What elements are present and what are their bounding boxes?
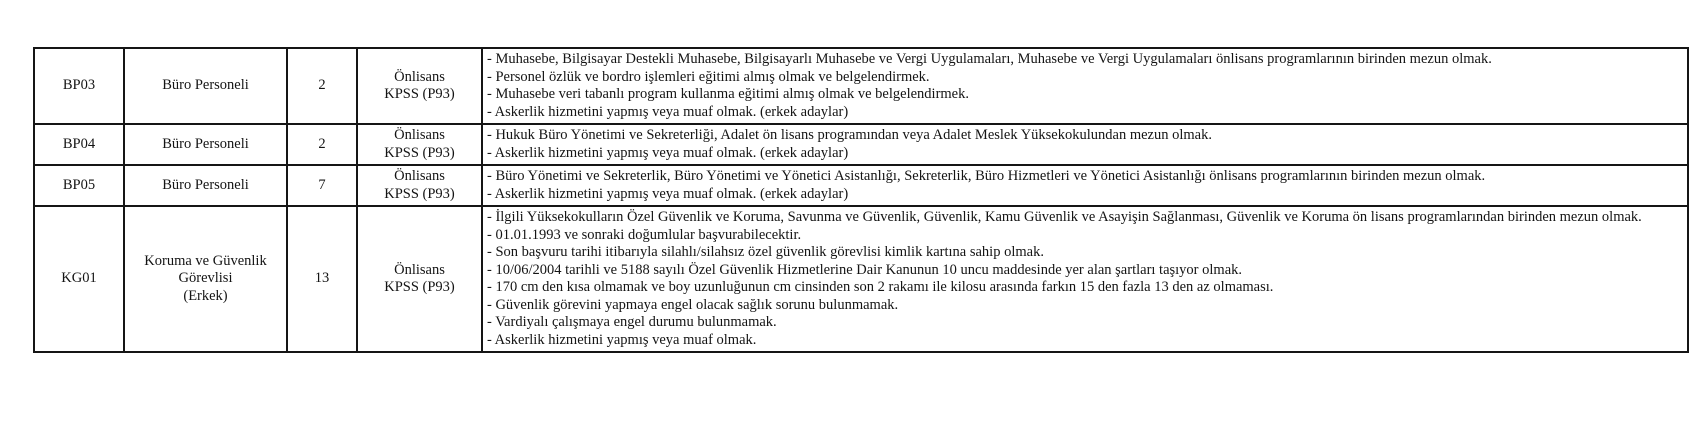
requirement-item: - Vardiyalı çalışmaya engel durumu bulunmamak.: [487, 314, 777, 330]
position-title-line: Büro Personeli: [162, 77, 249, 94]
position-count-cell: 13: [287, 206, 357, 352]
education-cell: [357, 48, 482, 124]
requirement-item: - İlgili Yüksekokulların Özel Güvenlik ve Koruma, Savunma ve Güvenlik, Güvenlik, Kamu Güvenlik ve Asayişin Sağlanması, Güvenlik ve Koruma ön lisans programlarından birinden mezun olmak.: [487, 209, 1642, 225]
job-positions-table: [33, 47, 1689, 353]
education-cell: [357, 165, 482, 206]
requirement-item: - Askerlik hizmetini yapmış veya muaf olmak. (erkek adaylar): [487, 185, 849, 202]
position-code-cell: BP03: [34, 48, 124, 124]
position-count-cell: 2: [287, 124, 357, 165]
requirements-cell: [482, 165, 1688, 206]
requirement-item: - Askerlik hizmetini yapmış veya muaf olmak. (erkek adaylar): [487, 144, 849, 161]
requirement-item: - 01.01.1993 ve sonraki doğumlular başvurabilecektir.: [487, 226, 802, 243]
requirement-item: - Muhasebe, Bilgisayar Destekli Muhasebe, Bilgisayarlı Muhasebe ve Vergi Uygulamaları, Muhasebe ve Vergi Uygulamaları önlisans programlarının birinden mezun olmak.: [487, 51, 1492, 67]
requirement-item: - Güvenlik görevini yapmaya engel olacak sağlık sorunu bulunmamak.: [487, 296, 899, 313]
education-exam: KPSS (P93): [384, 144, 455, 161]
position-title-cell: [124, 165, 287, 206]
education-level: Önlisans: [394, 68, 445, 85]
position-title-cell: [124, 48, 287, 124]
education-level: Önlisans: [394, 261, 445, 278]
position-code-cell: BP05: [34, 165, 124, 206]
position-title-cell: [124, 206, 287, 352]
education-level: Önlisans: [394, 127, 445, 143]
table-row: [34, 165, 1688, 206]
requirement-item: - Muhasebe veri tabanlı program kullanma eğitimi almış olmak ve belgelendirmek.: [487, 86, 969, 102]
position-count-cell: 2: [287, 48, 357, 124]
education-level: Önlisans: [394, 168, 445, 184]
position-title-line: Koruma ve Güvenlik: [144, 252, 267, 269]
requirement-item: - Hukuk Büro Yönetimi ve Sekreterliği, Adalet ön lisans programından veya Adalet Meslek Yüksekokulundan mezun olmak.: [487, 127, 1212, 143]
requirements-cell: [482, 48, 1688, 124]
position-title-line: Büro Personeli: [162, 176, 249, 193]
education-exam: KPSS (P93): [384, 86, 455, 102]
position-code-cell: BP04: [34, 124, 124, 165]
position-code-cell: KG01: [34, 206, 124, 352]
education-exam: KPSS (P93): [384, 185, 455, 202]
education-exam: KPSS (P93): [384, 279, 455, 295]
position-title-line: (Erkek): [183, 287, 228, 304]
position-title-cell: [124, 124, 287, 165]
education-cell: [357, 124, 482, 165]
requirement-item: - 170 cm den kısa olmamak ve boy uzunluğunun cm cinsinden son 2 rakamı ile kilosu arasında farkın 15 den fazla 13 den az olmaması.: [487, 279, 1274, 295]
requirement-item: - Personel özlük ve bordro işlemleri eğitimi almış olmak ve belgelendirmek.: [487, 68, 930, 85]
position-title-line: Büro Personeli: [162, 135, 249, 152]
table-row: [34, 124, 1688, 165]
requirement-item: - 10/06/2004 tarihli ve 5188 sayılı Özel Güvenlik Hizmetlerine Dair Kanunun 10 uncu maddesinde yer alan şartları taşıyor olmak.: [487, 261, 1243, 278]
requirement-item: - Son başvuru tarihi itibarıyla silahlı/silahsız özel güvenlik görevlisi kimlik kartına sahip olmak.: [487, 244, 1044, 260]
requirement-item: - Askerlik hizmetini yapmış veya muaf olmak.: [487, 331, 757, 348]
table-row: [34, 48, 1688, 124]
requirements-cell: [482, 124, 1688, 165]
position-count-cell: 7: [287, 165, 357, 206]
requirement-item: - Askerlik hizmetini yapmış veya muaf olmak. (erkek adaylar): [487, 103, 849, 120]
requirement-item: - Büro Yönetimi ve Sekreterlik, Büro Yönetimi ve Yönetici Asistanlığı, Sekreterlik, Büro Hizmetleri ve Yönetici Asistanlığı önlisans programlarının birinden mezun olmak.: [487, 168, 1486, 184]
education-cell: [357, 206, 482, 352]
requirements-cell: [482, 206, 1688, 352]
position-title-line: Görevlisi: [178, 270, 233, 287]
table-row: [34, 206, 1688, 352]
